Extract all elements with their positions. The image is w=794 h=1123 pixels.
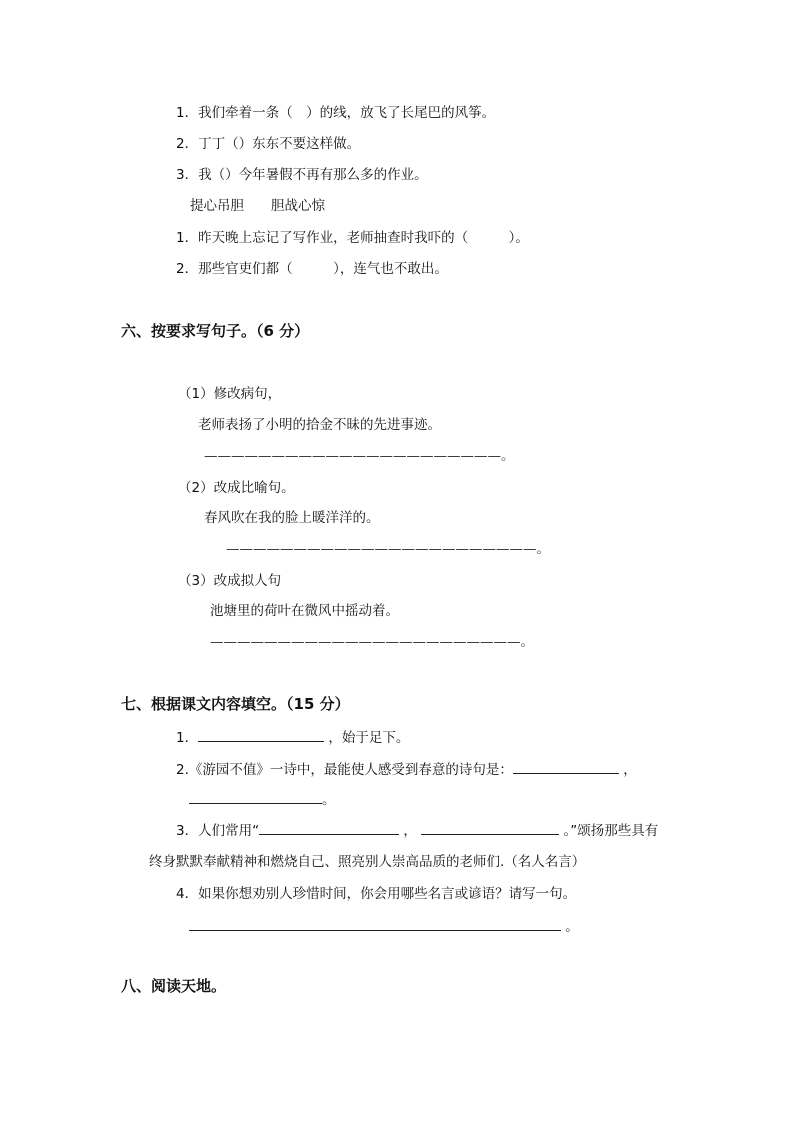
source-sentence: 老师表扬了小明的拾金不昧的先进事迹。 [198,417,441,433]
source-sentence: 池塘里的荷叶在微风中摇动着。 [210,603,399,619]
fill-question [176,727,409,748]
fill-question-continued [189,789,336,810]
question-line: 1．我们牵着一条（ ）的线，放飞了长尾巴的风筝。 [176,105,496,121]
question-line: 2．丁丁（）东东不要这样做。 [176,136,361,152]
word-choices: 提心吊胆 胆战心惊 [190,198,325,214]
answer-line: ———————————————————————。 [226,541,550,557]
question-text: 3．人们常用“ [176,823,260,839]
answer-blank[interactable] [189,916,561,931]
section-heading: 七、根据课文内容填空。（15 分） [121,695,350,713]
question-line: 2．那些官吏们都（ ），连气也不敢出。 [176,261,448,277]
section-heading: 八、阅读天地。 [121,977,227,995]
question-line: 3．我（）今年暑假不再有那么多的作业。 [176,167,428,183]
sub-question-label: （2）改成比喻句。 [178,480,295,496]
fill-question-continued [189,916,579,937]
question-line: 1．昨天晚上忘记了写作业，老师抽查时我吓的（ ）。 [176,230,529,246]
comma: ， [403,823,417,839]
answer-blank[interactable] [513,759,619,774]
answer-blank[interactable] [259,820,399,835]
period: 。 [565,919,579,935]
fill-question [176,820,658,841]
comma: ， [623,762,637,778]
question-number: 1． [176,730,199,746]
fill-question: 4．如果你想劝别人珍惜时间，你会用哪些名言或谚语？请写一句。 [176,886,577,902]
question-text-continued: 终身默默奉献精神和燃烧自己、照亮别人崇高品质的老师们.（名人名言） [149,854,586,870]
answer-blank[interactable] [189,789,322,804]
answer-line: ———————————————————————。 [210,634,534,650]
sub-question-label: （3）改成拟人句 [178,573,282,589]
period: 。 [322,792,336,808]
question-text: 。”颂扬那些具有 [563,823,659,839]
source-sentence: 春风吹在我的脸上暖洋洋的。 [204,510,380,526]
answer-line: ——————————————————————。 [204,448,515,464]
answer-blank[interactable] [421,820,559,835]
sub-question-label: （1）修改病句， [178,386,282,402]
question-text: ，始于足下。 [328,730,410,746]
answer-blank[interactable] [198,727,324,742]
fill-question [176,759,637,780]
question-text: 2.《游园不值》一诗中，最能使人感受到春意的诗句是： [176,762,513,778]
section-heading: 六、按要求写句子。（6 分） [121,322,310,340]
